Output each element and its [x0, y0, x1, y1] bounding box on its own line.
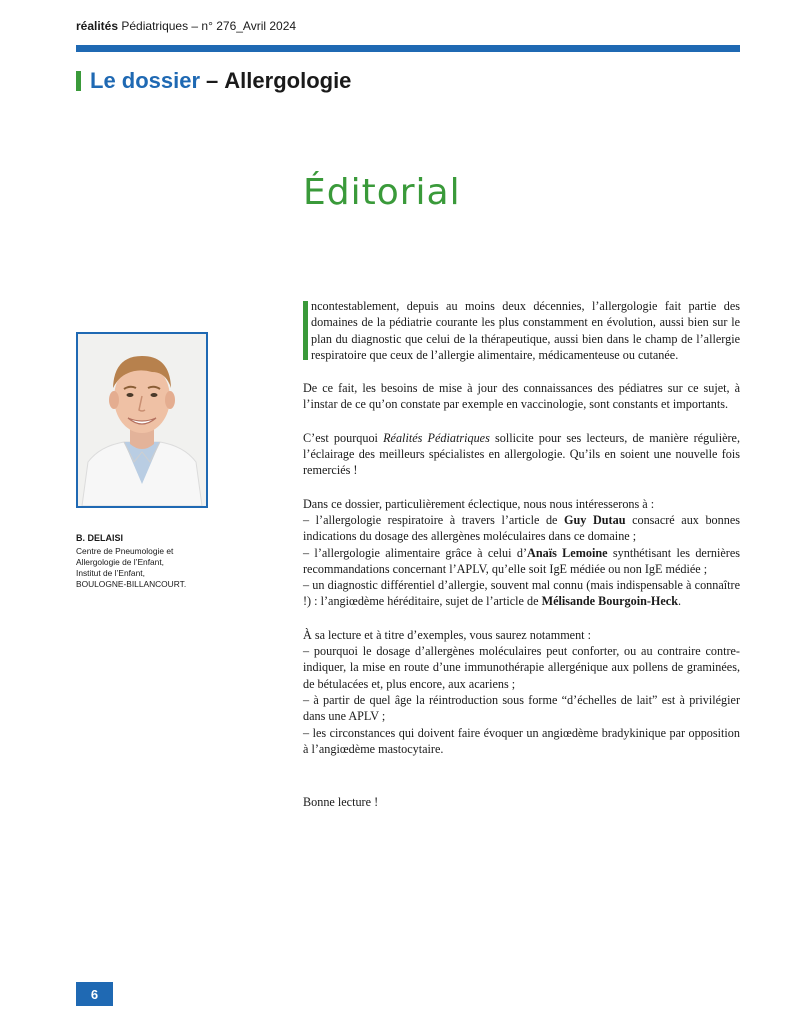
brand-name: réalités — [76, 19, 119, 33]
page-title: Éditorial — [303, 172, 461, 213]
contributor-name: Mélisande Bourgoin-Heck — [541, 594, 678, 609]
list-item-text: – un diagnostic différentiel d’allergie, souvent mal connu (mais indispensable à connaître !) : l’angiœdème héréditaire, sujet de l’article de — [303, 578, 740, 609]
list-intro: Dans ce dossier, particulièrement éclectique, nous nous intéresserons à : — [303, 496, 655, 511]
author-info — [76, 533, 206, 590]
list-item: – à partir de quel âge la réintroduction sous forme “d’échelles de lait” est à privilégier dans une APLV ; — [303, 692, 740, 724]
list-item — [303, 545, 740, 578]
learning-points — [303, 627, 740, 757]
author-affiliation-line: Institut de l’Enfant, — [76, 568, 145, 578]
journal-issue: Pédiatriques – n° 276_Avril 2024 — [121, 19, 297, 33]
contributor-name: Anaïs Lemoine — [527, 545, 608, 560]
author-photo — [76, 332, 208, 508]
list-item-text: – l’allergologie respiratoire à travers l’article de — [303, 512, 565, 527]
running-head — [76, 19, 296, 33]
closing-line: Bonne lecture ! — [303, 795, 379, 810]
list-item-text: consacré aux bonnes indications du dosage des allergènes moléculaires dans ce domaine ; — [303, 512, 740, 544]
author-affiliation-line: Centre de Pneumologie et — [76, 546, 174, 556]
paragraph-needs: De ce fait, les besoins de mise à jour des connaissances des pédiatres sur ce sujet, à l’instar de ce qu’on constate par exemple en vaccinologie, sont constants et importants. — [303, 381, 740, 412]
list-item-text: – l’allergologie alimentaire grâce à celui d’ — [303, 545, 528, 560]
author-affiliation-line: BOULOGNE-BILLANCOURT. — [76, 579, 187, 589]
section-label: Le dossier — [90, 68, 201, 93]
author-portrait-illustration — [78, 334, 206, 506]
paragraph-journal — [303, 430, 740, 479]
paragraph-intro — [303, 298, 740, 363]
list-item: – les circonstances qui doivent faire évoquer un angiœdème bradykinique par opposition à l’angiœdème mastocytaire. — [303, 725, 740, 756]
dossier-contents — [303, 496, 740, 610]
list-item: – pourquoi le dosage d’allergènes moléculaires peut conforter, ou au contraire contre-indiquer, la mise en route d’une immunothérapie allergénique aux pollens de graminées, de bétulacées et, plus encore, aux acariens ; — [303, 644, 740, 691]
list-item — [303, 577, 740, 610]
author-affiliation-line: Allergologie de l’Enfant, — [76, 557, 164, 567]
drop-cap — [303, 301, 308, 360]
section-heading — [76, 66, 351, 96]
list-item-text: synthétisant les dernières recommandations concernant l’APLV, qu’elle soit IgE médiée ou non IgE médiée ; — [303, 545, 740, 576]
paragraph-text: C’est pourquoi — [303, 430, 384, 445]
paragraph-text: ncontestablement, depuis au moins deux décennies, l’allergologie fait partie des domaines de la pédiatrie courante les plus constamment en évolution, aussi bien sur le plan du diagnostic que celui de la thérapeutique, aussi bien dans le champ de l’allergie respiratoire que ceux de l’allergie alimentaire, médicamenteuse ou cutanée. — [311, 299, 740, 362]
page-number: 6 — [76, 982, 113, 1006]
contributor-name: Guy Dutau — [564, 512, 626, 527]
editorial-body — [303, 298, 740, 827]
list-item — [303, 512, 740, 545]
section-topic: Allergologie — [224, 68, 352, 93]
list-intro: À sa lecture et à titre d’exemples, vous saurez notamment : — [303, 627, 591, 642]
paragraph-text: sollicite pour ses lecteurs, de manière régulière, l’éclairage des meilleurs spécialistes en allergologie. Qu’ils en soient une nouvelle fois remerciés ! — [303, 430, 740, 478]
section-marker — [76, 71, 81, 91]
author-name: B. DELAISI — [76, 533, 124, 543]
list-item-text: . — [678, 594, 682, 609]
top-rule — [76, 45, 740, 52]
journal-title: Réalités Pédiatriques — [383, 430, 490, 445]
section-separator: – — [206, 68, 219, 93]
